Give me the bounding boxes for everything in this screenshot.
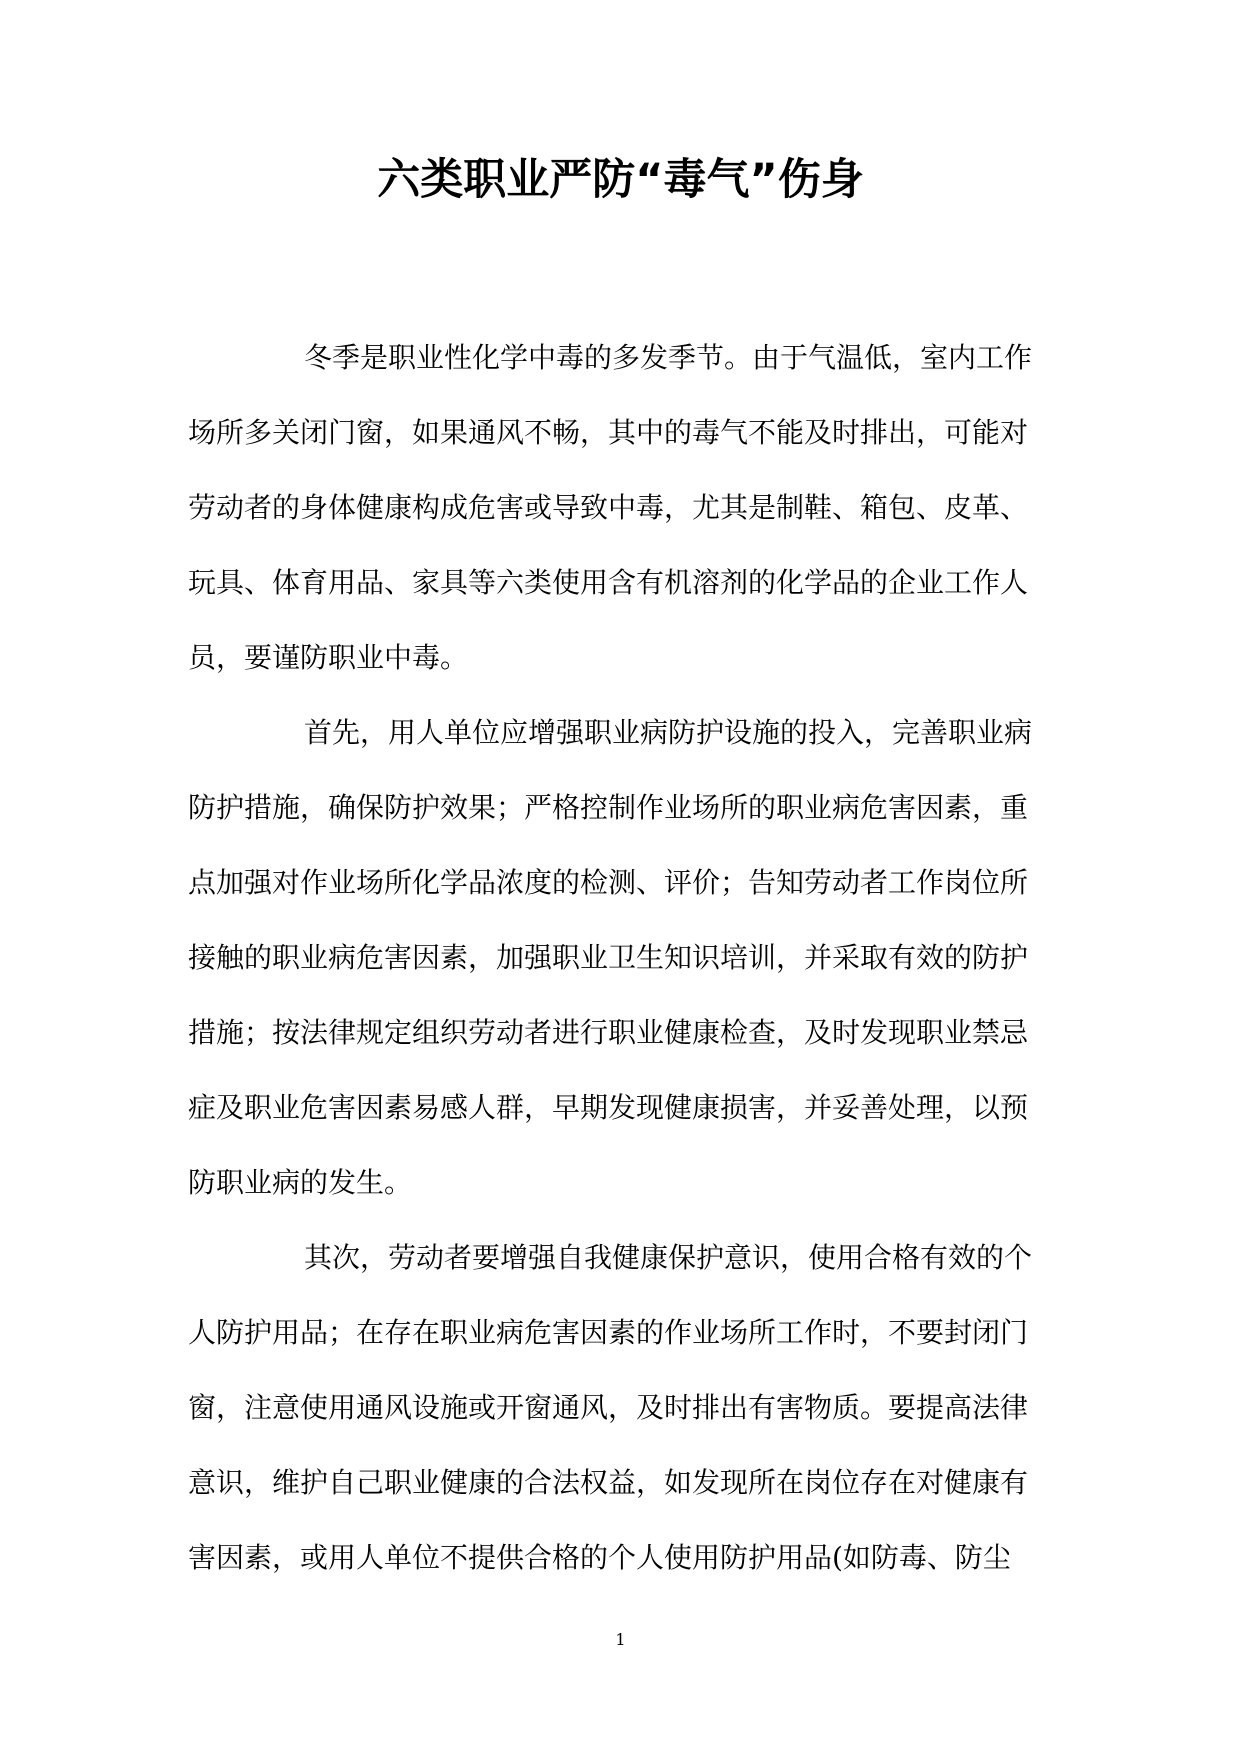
text-line: 劳动者的身体健康构成危害或导致中毒，尤其是制鞋、箱包、皮革、	[188, 491, 1029, 524]
text-line: 意识，维护自己职业健康的合法权益，如发现所在岗位存在对健康有	[188, 1466, 1029, 1499]
text-line: 点加强对作业场所化学品浓度的检测、评价；告知劳动者工作岗位所	[188, 866, 1029, 899]
text-line: 措施；按法律规定组织劳动者进行职业健康检查，及时发现职业禁忌	[188, 1016, 1029, 1049]
text-line: 害因素，或用人单位不提供合格的个人使用防护用品(如防毒、防尘	[188, 1541, 1011, 1574]
paragraph	[188, 695, 1058, 1220]
document-title: 六类职业严防“毒气”伤身	[377, 155, 864, 205]
paragraph	[188, 320, 1058, 695]
text-line: 员，要谨防职业中毒。	[188, 641, 469, 674]
page-number: 1	[615, 1630, 626, 1649]
text-line: 窗，注意使用通风设施或开窗通风，及时排出有害物质。要提高法律	[188, 1391, 1029, 1424]
text-line: 玩具、体育用品、家具等六类使用含有机溶剂的化学品的企业工作人	[188, 566, 1029, 599]
paragraph	[188, 1220, 1058, 1595]
text-line: 冬季是职业性化学中毒的多发季节。由于气温低，室内工作	[304, 341, 1033, 374]
text-line: 场所多关闭门窗，如果通风不畅，其中的毒气不能及时排出，可能对	[188, 416, 1029, 449]
document-body	[188, 320, 1058, 1595]
text-line: 防职业病的发生。	[188, 1166, 413, 1199]
text-line: 防护措施，确保防护效果；严格控制作业场所的职业病危害因素，重	[188, 791, 1029, 824]
text-line: 首先，用人单位应增强职业病防护设施的投入，完善职业病	[304, 716, 1033, 749]
text-line: 其次，劳动者要增强自我健康保护意识，使用合格有效的个	[304, 1241, 1033, 1274]
text-line: 人防护用品；在存在职业病危害因素的作业场所工作时，不要封闭门	[188, 1316, 1029, 1349]
text-line: 接触的职业病危害因素，加强职业卫生知识培训，并采取有效的防护	[188, 941, 1029, 974]
text-line: 症及职业危害因素易感人群，早期发现健康损害，并妥善处理，以预	[188, 1091, 1029, 1124]
